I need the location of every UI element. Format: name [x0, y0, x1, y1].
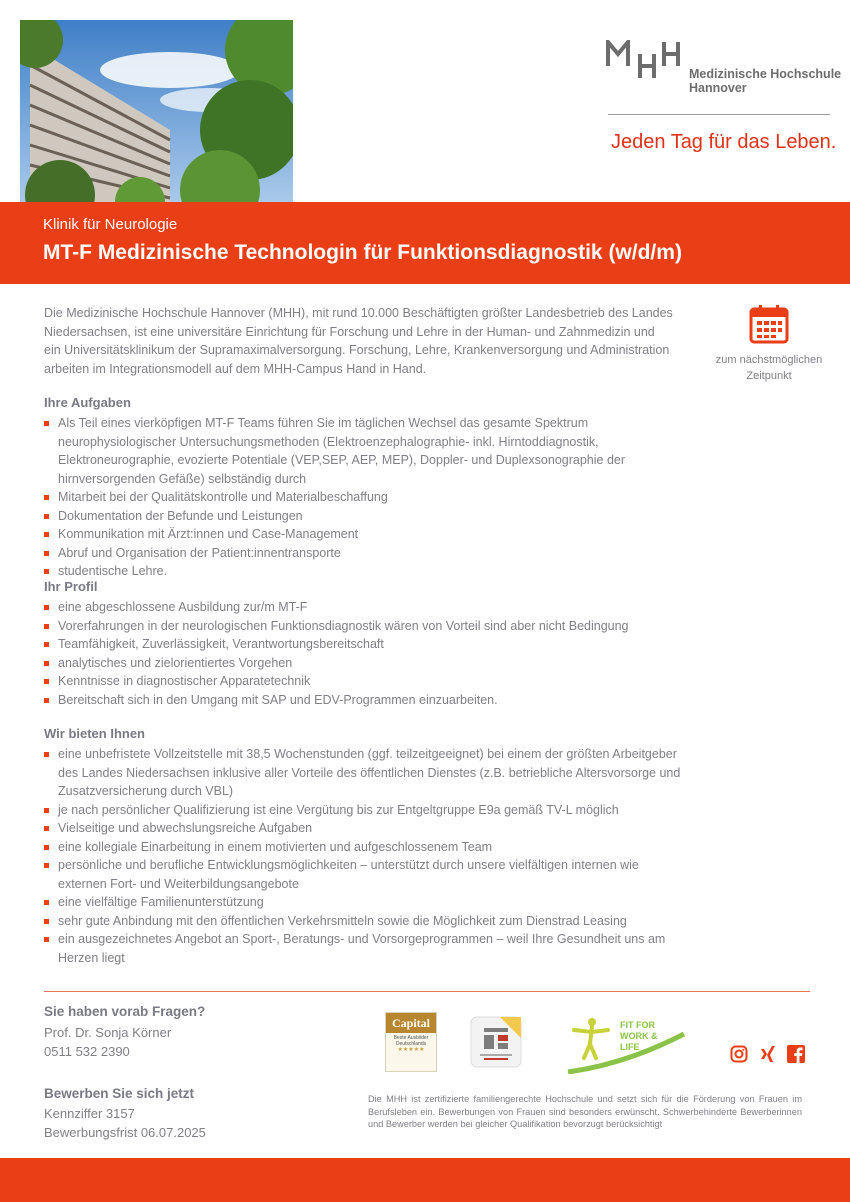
section-aufgaben — [44, 394, 689, 581]
capital-title: Capital — [386, 1013, 436, 1033]
list-item: Vielseitige und abwechslungsreiche Aufgaben — [44, 819, 689, 838]
start-date — [705, 352, 833, 384]
start-date-line2: Zeitpunkt — [746, 370, 792, 382]
list-item: Mitarbeit bei der Qualitätskontrolle und Materialbeschaffung — [44, 488, 689, 507]
list-item: ein ausgezeichnetes Angebot an Sport-, Beratungs- und Vorsorgeprogrammen – weil Ihre Gesundheit uns am Herzen liegt — [44, 930, 689, 967]
section-bieten — [44, 725, 689, 967]
list-item: Vorerfahrungen in der neurologischen Funktionsdiagnostik wären von Vorteil sind aber nicht Bedingung — [44, 617, 689, 636]
logo-text — [689, 67, 841, 95]
slogan: Jeden Tag für das Leben. — [611, 131, 837, 153]
footer-bar — [0, 1158, 850, 1202]
logo-text-line2: Hannover — [689, 81, 747, 95]
list-item: studentische Lehre. — [44, 562, 689, 581]
capital-subtitle: Beste Ausbilder Deutschlands — [393, 1035, 429, 1047]
list-item: Als Teil eines vierköpfigen MT-F Teams führen Sie im täglichen Wechsel das gesamte Spektrum neurophysiologischer Untersuchungsmethoden (Elektroenzephalographie- inkl. Hirntoddiagnostik, Elektroneurographie, evozierte Potentiale (VEP,SEP, AEP, MEP), Doppler- und Duplexsonographie der hirnversorgenden Gefäße) selbständig durch — [44, 414, 689, 488]
audit-seal-icon — [470, 1016, 522, 1068]
section-heading: Wir bieten Ihnen — [44, 726, 145, 741]
instagram-icon[interactable] — [730, 1045, 748, 1063]
calendar-icon — [749, 304, 789, 344]
start-date-line1: zum nächstmöglichen — [715, 354, 823, 366]
equal-opportunity-note: Die MHH ist zertifizierte familiengerechte Hochschule und setzt sich für die Förderung von Frauen im Berufsleben ein. Bewerbungen von Frauen sind besonders erwünscht. Schwerbehinderte Bewerberinnen und Bewerber werden bei gleicher Qualifikation bevorzugt berücksichtigt — [368, 1094, 802, 1129]
list-item: analytisches und zielorientiertes Vorgehen — [44, 654, 689, 673]
xing-icon[interactable] — [759, 1045, 777, 1063]
apply-heading: Bewerben Sie sich jetzt — [44, 1086, 195, 1101]
fit-line2: WORK & — [620, 1031, 658, 1041]
contact-name: Prof. Dr. Sonja Körner — [44, 1025, 172, 1040]
department: Klinik für Neurologie — [43, 216, 178, 233]
job-title: MT-F Medizinische Technologin für Funktionsdiagnostik (w/d/m) — [43, 241, 682, 264]
list-item: eine abgeschlossene Ausbildung zur/m MT-F — [44, 598, 689, 617]
list-item: Dokumentation der Befunde und Leistungen — [44, 507, 689, 526]
fit-line3: LIFE — [620, 1042, 640, 1052]
section-profil — [44, 578, 689, 709]
list-item: Bereitschaft sich in den Umgang mit SAP und EDV-Programmen einzuarbeiten. — [44, 691, 689, 710]
contact-phone[interactable]: 0511 532 2390 — [44, 1044, 130, 1059]
reference-number: Kennziffer 3157 — [44, 1106, 135, 1121]
capital-badge — [385, 1012, 437, 1072]
list-item: Kommunikation mit Ärzt:innen und Case-Management — [44, 525, 689, 544]
section-heading: Ihr Profil — [44, 579, 98, 594]
list-item: persönliche und berufliche Entwicklungsmöglichkeiten – unterstützt durch unsere vielfältigen internen wie externen Fort- und Weiterbildungsangebote — [44, 856, 689, 893]
facebook-icon[interactable] — [787, 1045, 805, 1063]
application-deadline: Bewerbungsfrist 06.07.2025 — [44, 1125, 206, 1140]
capital-stars: ★★★★★ — [397, 1047, 425, 1053]
contact-heading: Sie haben vorab Fragen? — [44, 1004, 206, 1019]
list-item: Teamfähigkeit, Zuverlässigkeit, Verantwortungsbereitschaft — [44, 635, 689, 654]
fit-for-work-life-logo — [566, 1014, 686, 1074]
list-item: je nach persönlicher Qualifizierung ist eine Vergütung bis zur Entgeltgruppe E9a gemäß TV-L möglich — [44, 801, 689, 820]
list-item: sehr gute Anbindung mit den öffentlichen Verkehrsmitteln sowie die Möglichkeit zum Dienstrad Leasing — [44, 912, 689, 931]
logo-divider — [608, 114, 830, 115]
fit-line1: FIT FOR — [620, 1020, 655, 1030]
mhh-logo — [606, 40, 682, 78]
section-heading: Ihre Aufgaben — [44, 395, 131, 410]
logo-text-line1: Medizinische Hochschule — [689, 67, 842, 81]
footer-divider — [44, 991, 810, 992]
intro-text: Die Medizinische Hochschule Hannover (MHH), mit rund 10.000 Beschäftigten größter Landesbetrieb des Landes Niedersachsen, ist eine universitäre Einrichtung für Forschung und Lehre in der Human- und Zahnmedizin und ein Universitätsklinikum der Supramaximalversorgung. Forschung, Lehre, Krankenversorgung und Administration arbeiten im Integrationsmodell auf dem MHH-Campus Hand in Hand. — [44, 306, 673, 376]
header-photo — [20, 20, 293, 202]
list-item: eine unbefristete Vollzeitstelle mit 38,5 Wochenstunden (ggf. teilzeitgeeignet) bei einem der größten Arbeitgeber des Landes Niedersachsen inklusive aller Vorteile des öffentlichen Dienstes (z.B. betriebliche Altersvorsorge und Zusatzversicherung durch VBL) — [44, 745, 689, 801]
list-item: eine kollegiale Einarbeitung in einem motivierten und aufgeschlossenem Team — [44, 838, 689, 857]
list-item: eine vielfältige Familienunterstützung — [44, 893, 689, 912]
list-item: Abruf und Organisation der Patient:innentransporte — [44, 544, 689, 563]
list-item: Kenntnisse in diagnostischer Apparatetechnik — [44, 672, 689, 691]
